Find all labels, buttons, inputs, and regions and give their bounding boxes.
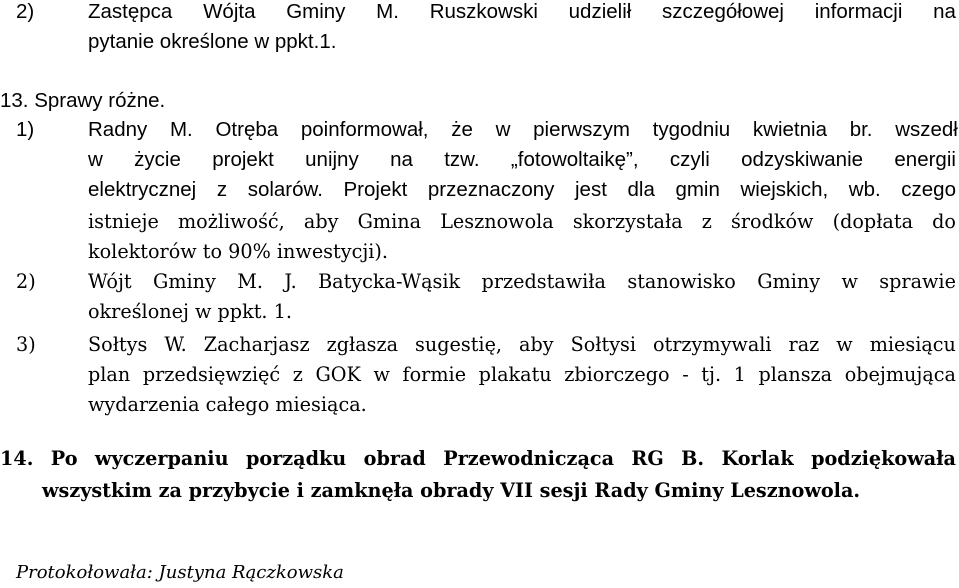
- word: informacji: [814, 0, 903, 23]
- word: plansza: [758, 363, 833, 386]
- item-number: 2): [16, 270, 36, 293]
- paragraph-line: wszystkim za przybycie i zamknęła obrady VII sesji Rady Gminy Lesznowola.: [42, 479, 861, 502]
- item-number: 3): [16, 333, 36, 356]
- word: kwietnia: [752, 118, 827, 141]
- word: GOK: [315, 363, 361, 386]
- word: z: [292, 363, 303, 386]
- word: szczegółowej: [662, 0, 784, 23]
- word: 14.: [0, 447, 34, 470]
- word: zbiorczego: [564, 363, 670, 386]
- word: Gminy: [153, 270, 216, 293]
- word: na: [390, 148, 413, 171]
- word: w: [836, 333, 853, 356]
- paragraph-line: pytanie określone w ppkt.1.: [88, 30, 337, 53]
- word: sugestię,: [415, 333, 503, 356]
- word: skorzystała: [572, 210, 683, 233]
- word: Przewodnicząca: [443, 447, 615, 470]
- paragraph-line: [0, 447, 956, 471]
- word: Lesznowola: [440, 210, 554, 233]
- word: Po: [50, 447, 78, 470]
- word: Radny: [88, 118, 148, 141]
- paragraph-line: wydarzenia całego miesiąca.: [88, 393, 367, 416]
- word: czyli: [669, 148, 710, 171]
- word: M.: [237, 270, 263, 293]
- word: tygodniu: [652, 118, 731, 141]
- word: J.: [284, 270, 297, 293]
- word: Projekt: [343, 178, 408, 201]
- word: wb.: [848, 178, 881, 201]
- word: jest: [574, 178, 607, 201]
- word: Zastępca: [88, 0, 173, 23]
- word: do: [932, 210, 956, 233]
- word: plan: [88, 363, 131, 386]
- word: W.: [164, 333, 187, 356]
- word: Gminy: [286, 0, 346, 23]
- word: br.: [849, 118, 873, 141]
- paragraph-line: [88, 210, 956, 234]
- paragraph-line: [88, 148, 956, 172]
- word: Wójta: [203, 0, 256, 23]
- word: poinformował,: [300, 118, 429, 141]
- item-number: 2): [16, 0, 35, 23]
- word: Sołtys: [88, 333, 148, 356]
- word: możliwość,: [177, 210, 285, 233]
- word: porządku: [245, 447, 347, 470]
- word: przedstawiła: [481, 270, 606, 293]
- word: RG: [631, 447, 664, 470]
- section-heading: 13. Sprawy różne.: [0, 89, 166, 112]
- word: otrzymywali: [653, 333, 772, 356]
- word: udzielił: [568, 0, 632, 23]
- word: energii: [894, 148, 956, 171]
- word: Korlak: [721, 447, 794, 470]
- word: podziękowała: [811, 447, 956, 470]
- word: obejmująca: [844, 363, 956, 386]
- word: z: [216, 178, 228, 201]
- word: odzyskiwanie: [741, 148, 864, 171]
- word: M.: [376, 0, 399, 23]
- word: na: [933, 0, 956, 23]
- word: gmin: [675, 178, 720, 201]
- word: 1: [733, 363, 746, 386]
- paragraph-line: [88, 363, 956, 387]
- word: z: [701, 210, 712, 233]
- paragraph-line: [88, 178, 956, 202]
- word: stanowisko: [627, 270, 736, 293]
- word: plakatu: [478, 363, 552, 386]
- word: Gmina: [357, 210, 422, 233]
- word: w: [373, 363, 390, 386]
- word: dla: [627, 178, 655, 201]
- word: aby: [303, 210, 339, 233]
- word: B.: [681, 447, 705, 470]
- word: wyczerpaniu: [94, 447, 229, 470]
- word: projekt: [212, 148, 274, 171]
- word: przeznaczony: [427, 178, 555, 201]
- word: miesiącu: [869, 333, 956, 356]
- word: że: [451, 118, 473, 141]
- word: aby: [519, 333, 554, 356]
- word: sprawie: [879, 270, 956, 293]
- word: obrad: [363, 447, 426, 470]
- paragraph-line: [88, 270, 956, 294]
- word: tj.: [701, 363, 722, 386]
- word: w: [841, 270, 858, 293]
- paragraph-line: [88, 333, 956, 357]
- word: tzw.: [444, 148, 480, 171]
- word: Zacharjasz: [203, 333, 310, 356]
- word: Otręba: [215, 118, 279, 141]
- word: przedsięwzięć: [142, 363, 281, 386]
- word: Sołtysi: [570, 333, 637, 356]
- item-number: 1): [16, 118, 35, 141]
- word: „fotowoltaikę”,: [510, 148, 639, 171]
- paragraph-line: [88, 118, 958, 142]
- word: pierwszym: [533, 118, 630, 141]
- paragraph-line: określonej w ppkt. 1.: [88, 300, 292, 323]
- word: istnieje: [88, 210, 159, 233]
- word: środków: [731, 210, 814, 233]
- paragraph-line: [88, 0, 956, 24]
- word: w: [88, 148, 103, 171]
- word: raz: [788, 333, 820, 356]
- word: Batycka-Wąsik: [318, 270, 461, 293]
- word: wiejskich,: [740, 178, 829, 201]
- word: -: [682, 363, 689, 386]
- paragraph-line: kolektorów to 90% inwestycji).: [88, 240, 389, 263]
- word: zgłasza: [326, 333, 399, 356]
- word: czego: [901, 178, 956, 201]
- word: (dopłata: [832, 210, 914, 233]
- word: Gminy: [757, 270, 821, 293]
- word: wszedł: [895, 118, 958, 141]
- word: formie: [402, 363, 467, 386]
- word: w: [495, 118, 511, 141]
- word: Ruszkowski: [429, 0, 538, 23]
- word: solarów.: [247, 178, 323, 201]
- word: Wójt: [88, 270, 132, 293]
- recorder-signature-line: Protokołowała: Justyna Rączkowska: [16, 562, 344, 583]
- word: M.: [169, 118, 193, 141]
- word: życie: [134, 148, 181, 171]
- word: unijny: [305, 148, 359, 171]
- word: elektrycznej: [88, 178, 197, 201]
